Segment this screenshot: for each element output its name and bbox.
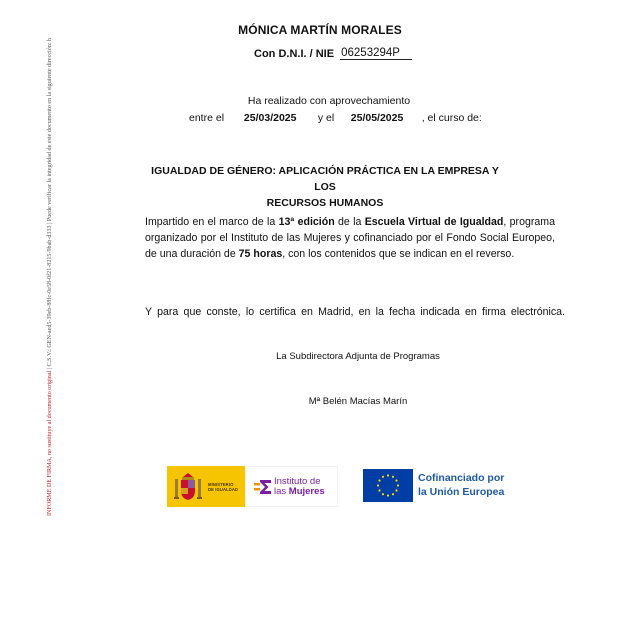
ministry-of-equality-logo [167, 466, 245, 507]
certification-statement: Y para que conste, lo certifica en Madrid, en la fecha indicada en firma electrónica. [145, 306, 565, 318]
instituto-name-line-1: Instituto de [274, 475, 321, 487]
eu-flag-icon [363, 469, 413, 502]
signature-report-label: INFORME DE FIRMA, no sustituye al documento original [47, 370, 53, 516]
recipient-name: MÓNICA MARTÍN MORALES [238, 23, 402, 37]
course-title [150, 163, 500, 211]
csv-code: GEN-aed5-39eb-88fc-0e58-0f21-8215-9bab-d333 [47, 225, 53, 348]
course-title-line-2: RECURSOS HUMANOS [266, 197, 384, 209]
description-text: Impartido en el marco de la [145, 216, 279, 228]
instituto-name [274, 477, 325, 497]
course-title-line-1: IGUALDAD DE GÉNERO: APLICACIÓN PRÁCTICA EN LA EMPRESA Y LOS [151, 165, 499, 193]
csv-label: | C.S.V.: [47, 349, 53, 370]
dni-label: Con D.N.I. / NIE [254, 48, 335, 60]
instituto-name-line-2a: las [274, 485, 289, 497]
edition-number: 13ª edición [278, 216, 335, 228]
description-text: , con los contenidos que se indican en el reverso. [282, 248, 515, 260]
ministry-name [208, 482, 238, 492]
verify-text: | Puede verificar la integridad de este documento en la siguiente dirección: h [47, 37, 53, 224]
eu-text-line-2: la Unión Europea [418, 486, 505, 498]
dni-row [254, 47, 412, 60]
course-dates-row [189, 112, 482, 124]
signer-name: Mª Belén Macías Marín [308, 396, 408, 407]
instituto-de-las-mujeres-logo [245, 466, 338, 507]
eu-text-line-1: Cofinanciado por [418, 472, 505, 484]
sigma-equals-icon [254, 479, 272, 495]
ministry-name-line-2: DE IGUALDAD [208, 486, 239, 492]
achievement-statement: Ha realizado con aprovechamiento [247, 95, 411, 107]
course-hours: 75 horas [238, 248, 283, 260]
instituto-name-line-2b: Mujeres [288, 485, 325, 497]
school-name: Escuela Virtual de Igualdad [364, 216, 504, 228]
dni-value: 06253294P [340, 47, 412, 60]
and-label: y el [317, 112, 335, 124]
end-date: 25/05/2025 [350, 112, 404, 124]
ministry-name-line-1: MINISTERIO [208, 481, 234, 487]
course-description [145, 214, 555, 262]
eu-cofinanced-text [418, 471, 504, 499]
signer-role: La Subdirectora Adjunta de Programas [276, 351, 440, 362]
spain-coat-of-arms-icon [173, 471, 203, 503]
description-text: , programa organizado por el Instituto de las Mujeres y cofinanciado por el Fondo Social Europeo, de una duración de [145, 216, 555, 260]
start-date: 25/03/2025 [243, 112, 297, 124]
between-label: entre el [189, 112, 225, 124]
description-text: de la [334, 216, 365, 228]
course-label: , el curso de: [421, 112, 482, 124]
electronic-signature-stamp [44, 0, 56, 516]
